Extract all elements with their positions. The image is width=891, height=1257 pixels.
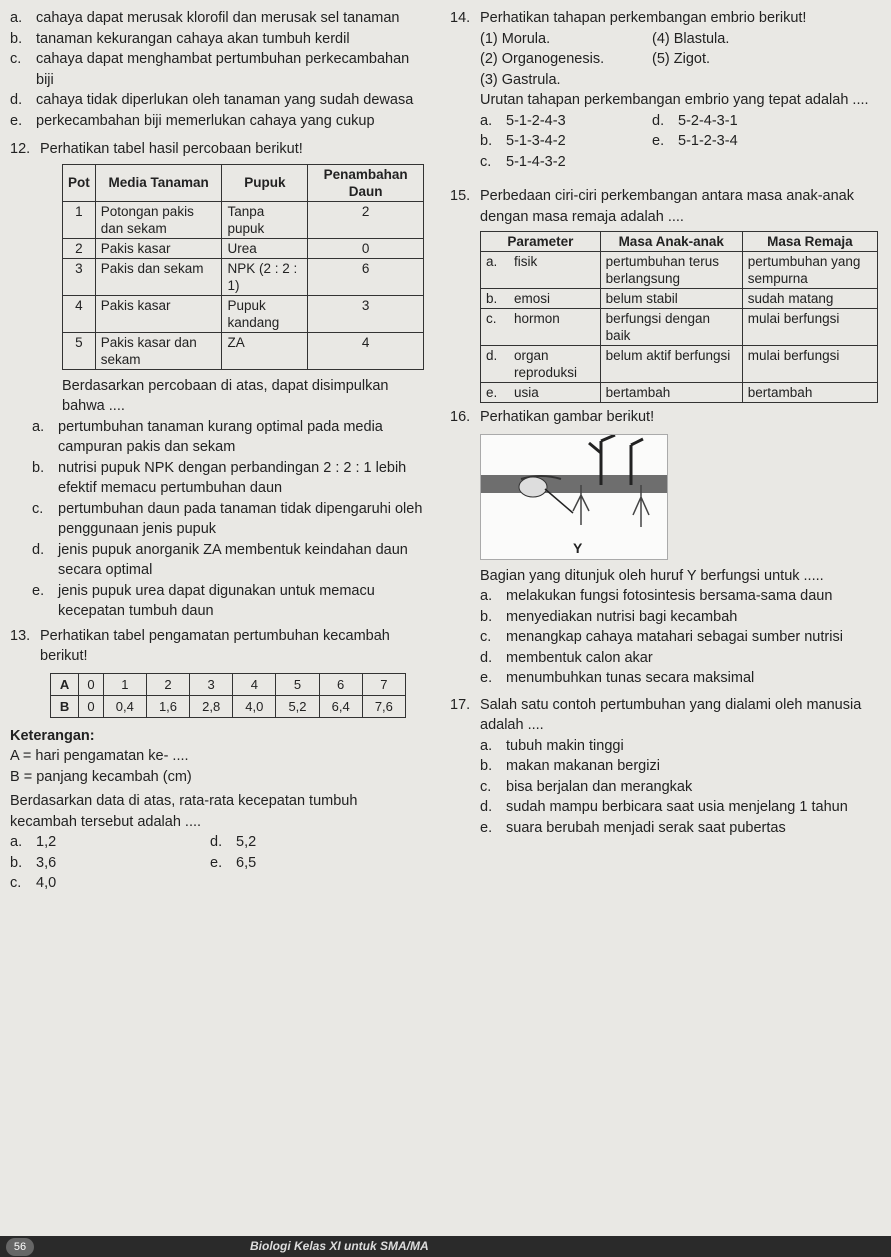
option-text: perkecambahan biji memerlukan cahaya yang cukup	[36, 112, 375, 129]
option-letter: b.	[10, 30, 23, 47]
footer-title: Biologi Kelas XI untuk SMA/MA	[250, 1239, 429, 1253]
question-16	[450, 407, 880, 428]
table-cell: ZA	[222, 332, 308, 369]
table-cell: 4,0	[233, 695, 276, 717]
option-letter: c.	[10, 51, 22, 67]
table-cell: 2	[63, 238, 96, 258]
question-13-stem: Berdasarkan data di atas, rata-rata kecepatan tumbuh kecambah tersebut adalah ....	[10, 793, 358, 830]
option-letter: e.	[480, 819, 493, 836]
table-cell: 2	[146, 673, 189, 695]
answer-option[interactable]	[32, 581, 428, 622]
option-text: pertumbuhan tanaman kurang optimal pada media campuran pakis dan sekam	[58, 418, 383, 455]
option-text: cahaya dapat menghambat pertumbuhan perkecambahan biji	[36, 51, 410, 88]
option-text: 5-1-4-3-2	[506, 153, 566, 170]
answer-option[interactable]	[480, 648, 880, 669]
question-12-options	[10, 417, 428, 622]
question-12	[10, 139, 428, 160]
stage-row	[480, 29, 880, 50]
option-letter: a.	[480, 112, 493, 129]
table-row	[481, 346, 878, 383]
option-text: pertumbuhan daun pada tanaman tidak dipengaruhi oleh penggunaan jenis pupuk	[58, 500, 423, 537]
answer-option[interactable]	[480, 131, 652, 152]
table-cell: Pakis kasar	[95, 295, 222, 332]
table-cell: Pupuk kandang	[222, 295, 308, 332]
table-cell: usia	[509, 383, 600, 403]
table-cell: 1	[63, 201, 96, 238]
answer-option[interactable]	[10, 8, 428, 29]
option-text: 5-1-2-3-4	[678, 133, 738, 149]
table-cell: 0	[308, 238, 424, 258]
table-cell: 2	[308, 201, 424, 238]
table-cell: organ reproduksi	[509, 346, 600, 383]
table-cell: 0	[79, 673, 104, 695]
answer-option[interactable]	[10, 873, 210, 894]
question-15	[450, 186, 880, 227]
option-text: 3,6	[36, 854, 57, 871]
option-letter: c.	[480, 778, 492, 795]
answer-option[interactable]	[10, 111, 428, 132]
question-text: Salah satu contoh pertumbuhan yang dialami oleh manusia adalah ....	[480, 696, 862, 733]
table-cell: berfungsi dengan baik	[600, 309, 742, 346]
soil-layer	[481, 475, 667, 493]
option-letter: b.	[32, 459, 45, 476]
question-11-options	[10, 8, 428, 131]
question-text: Perhatikan gambar berikut!	[480, 409, 655, 425]
option-text: 5-1-3-4-2	[506, 133, 566, 149]
stage-item: (1) Morula.	[480, 30, 551, 47]
option-letter: e.	[652, 133, 665, 149]
table-row	[63, 295, 424, 332]
question-text: Perhatikan tahapan perkembangan embrio berikut!	[480, 10, 807, 26]
option-text: jenis pupuk urea dapat digunakan untuk memacu kecepatan tumbuh daun	[58, 582, 375, 619]
option-letter: a.	[10, 10, 23, 26]
option-letter: e.	[10, 112, 23, 129]
page-number: 56	[6, 1238, 34, 1256]
stage-item: (5) Zigot.	[652, 51, 711, 67]
option-text: 4,0	[36, 875, 57, 891]
option-text: jenis pupuk anorganik ZA membentuk keindahan daun secara optimal	[58, 541, 408, 578]
page-footer	[0, 1236, 891, 1257]
option-text: tanaman kekurangan cahaya akan tumbuh kerdil	[36, 30, 350, 47]
option-letter: a.	[32, 418, 45, 435]
answer-option[interactable]	[32, 458, 428, 499]
answer-option[interactable]	[10, 853, 210, 874]
table-cell: 5,2	[276, 695, 319, 717]
table-cell: 6	[319, 673, 362, 695]
legend-a: A = hari pengamatan ke- ....	[10, 748, 189, 764]
option-text: cahaya dapat merusak klorofil dan merusak sel tanaman	[36, 10, 400, 26]
table-cell: Potongan pakis dan sekam	[95, 201, 222, 238]
table-cell: Urea	[222, 238, 308, 258]
option-letter: b.	[480, 758, 493, 774]
question-number: 17.	[450, 696, 471, 713]
question-16-options	[450, 586, 880, 689]
option-letter: a.	[480, 737, 493, 754]
table-row	[481, 383, 878, 403]
table-cell: 3	[190, 673, 233, 695]
answer-option[interactable]	[480, 797, 880, 818]
legend-title: Keterangan:	[10, 727, 95, 744]
table-cell: pertumbuhan terus berlangsung	[600, 252, 742, 289]
stage-item: (3) Gastrula.	[480, 71, 561, 88]
answer-option[interactable]	[32, 499, 428, 540]
table-header: Masa Remaja	[742, 232, 877, 252]
left-column	[10, 8, 428, 894]
table-cell: A	[51, 673, 79, 695]
option-letter: d.	[32, 541, 45, 558]
experiment-table	[62, 164, 424, 370]
table-cell: 6,4	[319, 695, 362, 717]
table-cell: Tanpa pupuk	[222, 201, 308, 238]
answer-option[interactable]	[210, 832, 428, 853]
table-cell: 3	[308, 295, 424, 332]
embryo-stages	[450, 29, 880, 91]
option-letter: c.	[10, 875, 22, 891]
table-cell: bertambah	[742, 383, 877, 403]
question-12-stem: Berdasarkan percobaan di atas, dapat disimpulkan bahwa ....	[62, 377, 389, 414]
question-number: 13.	[10, 627, 31, 644]
table-cell: sudah matang	[742, 289, 877, 309]
answer-option[interactable]	[10, 90, 428, 111]
option-text: melakukan fungsi fotosintesis bersama-sama daun	[506, 588, 833, 604]
table-cell: hormon	[509, 309, 600, 346]
table-cell: mulai berfungsi	[742, 309, 877, 346]
table-cell: pertumbuhan yang sempurna	[742, 252, 877, 289]
option-text: menyediakan nutrisi bagi kecambah	[506, 608, 738, 625]
question-text: Perbedaan ciri-ciri perkembangan antara masa anak-anak dengan masa remaja adalah ....	[480, 188, 854, 225]
question-number: 12.	[10, 141, 31, 157]
answer-option[interactable]	[652, 131, 880, 152]
table-cell: 6	[308, 258, 424, 295]
answer-option[interactable]	[480, 111, 652, 132]
seedling-illustration	[481, 435, 667, 559]
table-row	[481, 309, 878, 346]
table-cell: 4	[233, 673, 276, 695]
table-row	[63, 238, 424, 258]
question-14	[450, 8, 880, 29]
table-cell: 0	[79, 695, 104, 717]
option-text: 5,2	[236, 834, 257, 850]
answer-option[interactable]	[480, 818, 880, 839]
table-cell: B	[51, 695, 79, 717]
development-table	[480, 231, 878, 403]
table-header: Penambahan Daun	[308, 164, 424, 201]
table-row	[63, 201, 424, 238]
option-text: menangkap cahaya matahari sebagai sumber nutrisi	[506, 629, 843, 645]
table-cell: 1,6	[146, 695, 189, 717]
stage-item: (2) Organogenesis.	[480, 51, 605, 67]
option-text: makan makanan bergizi	[506, 758, 660, 774]
answer-option[interactable]	[480, 152, 652, 173]
option-letter: c.	[32, 500, 44, 517]
table-cell: Pakis dan sekam	[95, 258, 222, 295]
option-letter: a.	[480, 588, 493, 604]
table-cell: b.	[481, 289, 510, 309]
option-letter: c.	[480, 629, 492, 645]
option-text: 5-1-2-4-3	[506, 112, 566, 129]
option-letter: e.	[480, 670, 493, 686]
answer-option[interactable]	[10, 29, 428, 50]
option-text: suara berubah menjadi serak saat pubertas	[506, 819, 786, 836]
table-row	[63, 258, 424, 295]
option-letter: d.	[480, 799, 493, 815]
option-letter: b.	[10, 854, 23, 871]
answer-option[interactable]	[480, 736, 880, 757]
table-cell: 2,8	[190, 695, 233, 717]
table-cell: belum stabil	[600, 289, 742, 309]
answer-option[interactable]	[210, 853, 428, 874]
table-cell: e.	[481, 383, 510, 403]
answer-option[interactable]	[480, 627, 880, 648]
answer-option[interactable]	[480, 668, 880, 689]
table-cell: 4	[63, 295, 96, 332]
option-letter: a.	[10, 834, 23, 850]
question-text: Perhatikan tabel hasil percobaan berikut!	[40, 141, 303, 157]
question-16-stem: Bagian yang ditunjuk oleh huruf Y berfungsi untuk .....	[480, 567, 824, 584]
option-text: membentuk calon akar	[506, 649, 653, 666]
table-header: Pot	[63, 164, 96, 201]
answer-option[interactable]	[10, 832, 210, 853]
question-number: 14.	[450, 10, 471, 26]
question-17	[450, 695, 880, 736]
table-cell: 3	[63, 258, 96, 295]
table-cell: emosi	[509, 289, 600, 309]
option-text: tubuh makin tinggi	[506, 737, 624, 754]
option-text: menumbuhkan tunas secara maksimal	[506, 670, 755, 686]
table-header: Masa Anak-anak	[600, 232, 742, 252]
table-row	[481, 289, 878, 309]
table-cell: 4	[308, 332, 424, 369]
option-letter: d.	[480, 649, 493, 666]
seed-shape	[519, 477, 547, 497]
table-cell: NPK (2 : 2 : 1)	[222, 258, 308, 295]
table-cell: c.	[481, 309, 510, 346]
answer-option[interactable]	[480, 586, 880, 607]
table-cell: 0,4	[103, 695, 146, 717]
table-header: Parameter	[481, 232, 601, 252]
question-13	[10, 626, 428, 667]
answer-option[interactable]	[652, 111, 880, 132]
question-14-options	[450, 111, 880, 173]
option-text: nutrisi pupuk NPK dengan perbandingan 2 : 2 : 1 lebih efektif memacu pertumbuhan daun	[58, 459, 407, 496]
figure-label-y: Y	[573, 539, 583, 556]
answer-option[interactable]	[480, 607, 880, 628]
option-letter: e.	[32, 582, 45, 599]
table-cell: Pakis kasar dan sekam	[95, 332, 222, 369]
table-cell: mulai berfungsi	[742, 346, 877, 383]
option-text: 5-2-4-3-1	[678, 112, 738, 129]
answer-option[interactable]	[480, 756, 880, 777]
sprout-table	[50, 673, 406, 718]
option-letter: b.	[480, 608, 493, 625]
question-number: 15.	[450, 188, 471, 204]
option-text: bisa berjalan dan merangkak	[506, 778, 693, 795]
option-letter: c.	[480, 153, 492, 170]
table-cell: Pakis kasar	[95, 238, 222, 258]
table-cell: 7,6	[362, 695, 405, 717]
table-cell: a.	[481, 252, 510, 289]
table-header: Pupuk	[222, 164, 308, 201]
table-header: Media Tanaman	[95, 164, 222, 201]
option-text: cahaya tidak diperlukan oleh tanaman yang sudah dewasa	[36, 92, 414, 108]
table-row	[63, 332, 424, 369]
answer-option[interactable]	[480, 777, 880, 798]
table-cell: fisik	[509, 252, 600, 289]
option-letter: d.	[210, 834, 223, 850]
table-row	[481, 252, 878, 289]
stage-item	[652, 70, 880, 91]
table-cell: 1	[103, 673, 146, 695]
table-cell: d.	[481, 346, 510, 383]
question-17-options	[450, 736, 880, 839]
table-cell: 5	[63, 332, 96, 369]
stage-item: (4) Blastula.	[652, 30, 730, 47]
option-letter: d.	[652, 112, 665, 129]
table-cell: bertambah	[600, 383, 742, 403]
option-letter: b.	[480, 133, 493, 149]
option-letter: e.	[210, 854, 223, 871]
answer-option[interactable]	[10, 49, 428, 90]
right-column	[450, 8, 880, 838]
table-cell: 7	[362, 673, 405, 695]
option-letter: d.	[10, 92, 23, 108]
question-14-stem: Urutan tahapan perkembangan embrio yang tepat adalah ....	[480, 92, 869, 108]
table-cell: belum aktif berfungsi	[600, 346, 742, 383]
question-text: Perhatikan tabel pengamatan pertumbuhan kecambah berikut!	[40, 627, 390, 664]
seedling-figure	[480, 434, 668, 560]
legend-b: B = panjang kecambah (cm)	[10, 768, 192, 785]
question-number: 16.	[450, 409, 471, 425]
option-text: 1,2	[36, 834, 57, 850]
question-13-options	[10, 832, 428, 894]
option-text: 6,5	[236, 854, 257, 871]
answer-option[interactable]	[32, 417, 428, 458]
option-text: sudah mampu berbicara saat usia menjelang 1 tahun	[506, 799, 848, 815]
table-cell: 5	[276, 673, 319, 695]
stage-row	[480, 70, 880, 91]
answer-option[interactable]	[32, 540, 428, 581]
stage-row	[480, 49, 880, 70]
